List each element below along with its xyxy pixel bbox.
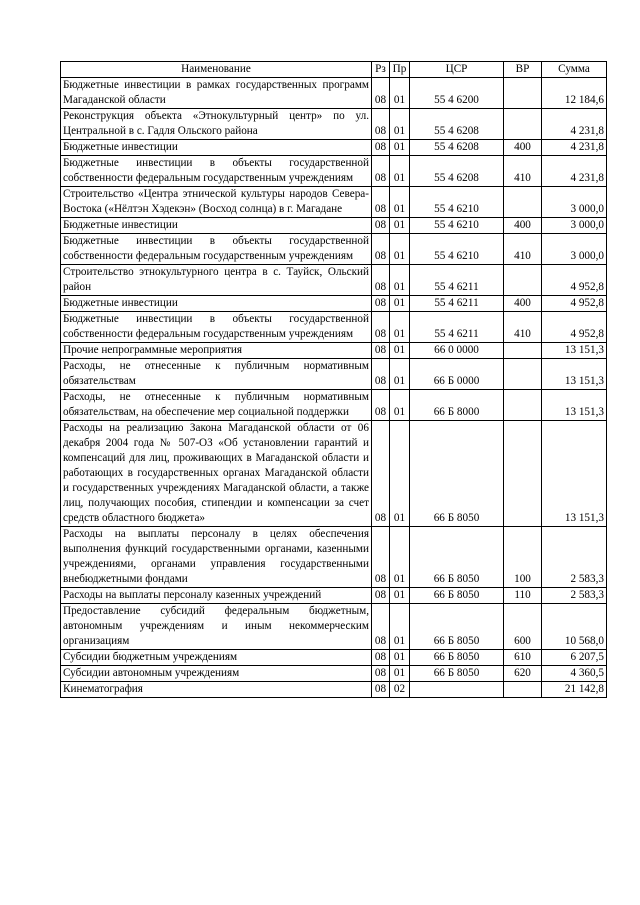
row-csr-cell: 66 Б 8050 [410,666,504,682]
row-name-cell: Расходы на выплаты персоналу в целях обеспечения выполнения функций государственными органами, казенными учреждениями, органами управления государственными внебюджетными фондами [61,527,372,588]
row-sum-cell: 13 151,3 [542,390,607,421]
table-row [61,390,607,421]
row-pr-cell: 01 [390,156,410,187]
table-row [61,343,607,359]
header-row [61,62,607,78]
row-name-cell: Бюджетные инвестиции в объекты государственной собственности федеральным государственным учреждениям [61,312,372,343]
row-vr-cell: 410 [504,234,542,265]
row-rz-cell: 08 [372,78,390,109]
row-csr-cell: 55 4 6208 [410,140,504,156]
row-vr-cell [504,109,542,140]
row-csr-cell: 66 Б 0000 [410,359,504,390]
row-pr-cell: 01 [390,604,410,650]
row-rz-cell: 08 [372,666,390,682]
row-name-cell: Строительство этнокультурного центра в с. Тауйск, Ольский район [61,265,372,296]
row-vr-cell: 620 [504,666,542,682]
row-csr-cell: 55 4 6211 [410,312,504,343]
row-name-cell: Прочие непрограммные мероприятия [61,343,372,359]
row-csr-cell: 66 Б 8050 [410,650,504,666]
table-row [61,156,607,187]
row-pr-cell: 01 [390,140,410,156]
table-row [61,527,607,588]
row-vr-cell [504,187,542,218]
row-rz-cell: 08 [372,650,390,666]
header-csr: ЦСР [410,62,504,78]
row-pr-cell: 01 [390,343,410,359]
table-row [61,140,607,156]
row-sum-cell: 13 151,3 [542,421,607,527]
row-csr-cell: 66 Б 8050 [410,604,504,650]
row-name-cell: Строительство «Центра этнической культуры народов Севера-Востока («Нёлтэн Хэдекэн» (Восход солнца) в г. Магадане [61,187,372,218]
row-csr-cell: 55 4 6211 [410,296,504,312]
row-pr-cell: 01 [390,588,410,604]
row-csr-cell: 55 4 6208 [410,156,504,187]
row-sum-cell: 4 952,8 [542,296,607,312]
row-csr-cell: 66 Б 8050 [410,527,504,588]
row-csr-cell: 55 4 6211 [410,265,504,296]
row-sum-cell: 10 568,0 [542,604,607,650]
row-sum-cell: 4 952,8 [542,265,607,296]
row-vr-cell: 400 [504,140,542,156]
row-pr-cell: 01 [390,187,410,218]
row-rz-cell: 08 [372,296,390,312]
row-vr-cell: 400 [504,296,542,312]
row-vr-cell [504,421,542,527]
table-row [61,359,607,390]
row-csr-cell: 55 4 6208 [410,109,504,140]
row-name-cell: Бюджетные инвестиции [61,218,372,234]
row-sum-cell: 6 207,5 [542,650,607,666]
row-sum-cell: 3 000,0 [542,187,607,218]
row-pr-cell: 01 [390,109,410,140]
row-name-cell: Предоставление субсидий федеральным бюджетным, автономным учреждениям и иным некоммерческим организациям [61,604,372,650]
row-sum-cell: 2 583,3 [542,527,607,588]
table-row [61,187,607,218]
row-rz-cell: 08 [372,390,390,421]
row-pr-cell: 01 [390,359,410,390]
row-csr-cell: 66 Б 8000 [410,390,504,421]
table-row [61,312,607,343]
table-row [61,218,607,234]
table-row [61,604,607,650]
row-vr-cell: 610 [504,650,542,666]
row-vr-cell: 410 [504,156,542,187]
row-sum-cell: 4 360,5 [542,666,607,682]
row-sum-cell: 2 583,3 [542,588,607,604]
row-vr-cell: 110 [504,588,542,604]
table-row [61,650,607,666]
row-sum-cell: 4 952,8 [542,312,607,343]
header-rz: Рз [372,62,390,78]
row-pr-cell: 01 [390,265,410,296]
row-vr-cell: 600 [504,604,542,650]
row-pr-cell: 01 [390,390,410,421]
row-vr-cell [504,682,542,698]
table-row [61,666,607,682]
row-name-cell: Бюджетные инвестиции [61,296,372,312]
row-rz-cell: 08 [372,343,390,359]
header-pr: Пр [390,62,410,78]
row-pr-cell: 02 [390,682,410,698]
row-vr-cell [504,343,542,359]
table-row [61,421,607,527]
row-vr-cell: 400 [504,218,542,234]
row-rz-cell: 08 [372,234,390,265]
row-vr-cell [504,78,542,109]
row-sum-cell: 3 000,0 [542,218,607,234]
row-rz-cell: 08 [372,604,390,650]
row-name-cell: Бюджетные инвестиции в рамках государственных программ Магаданской области [61,78,372,109]
row-rz-cell: 08 [372,109,390,140]
row-pr-cell: 01 [390,312,410,343]
row-pr-cell: 01 [390,78,410,109]
row-pr-cell: 01 [390,527,410,588]
table-row [61,234,607,265]
row-vr-cell: 410 [504,312,542,343]
row-name-cell: Субсидии бюджетным учреждениям [61,650,372,666]
row-pr-cell: 01 [390,650,410,666]
row-sum-cell: 12 184,6 [542,78,607,109]
row-vr-cell [504,390,542,421]
row-csr-cell: 66 Б 8050 [410,588,504,604]
table-row [61,265,607,296]
table-row [61,78,607,109]
row-sum-cell: 4 231,8 [542,156,607,187]
row-csr-cell [410,682,504,698]
row-csr-cell: 55 4 6210 [410,187,504,218]
row-csr-cell: 55 4 6210 [410,234,504,265]
table-body [61,78,607,698]
row-sum-cell: 4 231,8 [542,109,607,140]
row-csr-cell: 66 0 0000 [410,343,504,359]
row-sum-cell: 13 151,3 [542,343,607,359]
row-pr-cell: 01 [390,666,410,682]
header-sum: Сумма [542,62,607,78]
row-rz-cell: 08 [372,156,390,187]
row-name-cell: Расходы, не отнесенные к публичным нормативным обязательствам, на обеспечение мер социальной поддержки [61,390,372,421]
row-rz-cell: 08 [372,359,390,390]
row-name-cell: Субсидии автономным учреждениям [61,666,372,682]
row-pr-cell: 01 [390,421,410,527]
row-vr-cell: 100 [504,527,542,588]
row-sum-cell: 4 231,8 [542,140,607,156]
row-name-cell: Бюджетные инвестиции в объекты государственной собственности федеральным государственным учреждениям [61,234,372,265]
row-csr-cell: 66 Б 8050 [410,421,504,527]
header-vr: ВР [504,62,542,78]
header-name: Наименование [61,62,372,78]
row-name-cell: Расходы, не отнесенные к публичным нормативным обязательствам [61,359,372,390]
row-rz-cell: 08 [372,588,390,604]
row-name-cell: Кинематография [61,682,372,698]
row-vr-cell [504,359,542,390]
row-name-cell: Бюджетные инвестиции в объекты государственной собственности федеральным государственным учреждениям [61,156,372,187]
row-sum-cell: 21 142,8 [542,682,607,698]
budget-table [60,61,607,698]
row-pr-cell: 01 [390,218,410,234]
row-name-cell: Реконструкция объекта «Этнокультурный центр» по ул. Центральной в с. Гадля Ольского района [61,109,372,140]
table-row [61,109,607,140]
table-row [61,588,607,604]
row-rz-cell: 08 [372,527,390,588]
row-rz-cell: 08 [372,218,390,234]
row-sum-cell: 3 000,0 [542,234,607,265]
row-name-cell: Расходы на реализацию Закона Магаданской области от 06 декабря 2004 года № 507-ОЗ «Об установлении гарантий и компенсаций для лиц, проживающих в Магаданской области и работающих в государственных органах Магаданской области и государственных учреждениях Магаданской области, а также лиц, получающих пособия, стипендии и компенсации за счет средств областного бюджета» [61,421,372,527]
row-name-cell: Расходы на выплаты персоналу казенных учреждений [61,588,372,604]
row-rz-cell: 08 [372,682,390,698]
row-pr-cell: 01 [390,234,410,265]
row-csr-cell: 55 4 6200 [410,78,504,109]
row-name-cell: Бюджетные инвестиции [61,140,372,156]
row-pr-cell: 01 [390,296,410,312]
row-rz-cell: 08 [372,187,390,218]
row-rz-cell: 08 [372,421,390,527]
row-sum-cell: 13 151,3 [542,359,607,390]
table-row [61,682,607,698]
row-csr-cell: 55 4 6210 [410,218,504,234]
row-rz-cell: 08 [372,140,390,156]
row-vr-cell [504,265,542,296]
table-row [61,296,607,312]
row-rz-cell: 08 [372,312,390,343]
row-rz-cell: 08 [372,265,390,296]
